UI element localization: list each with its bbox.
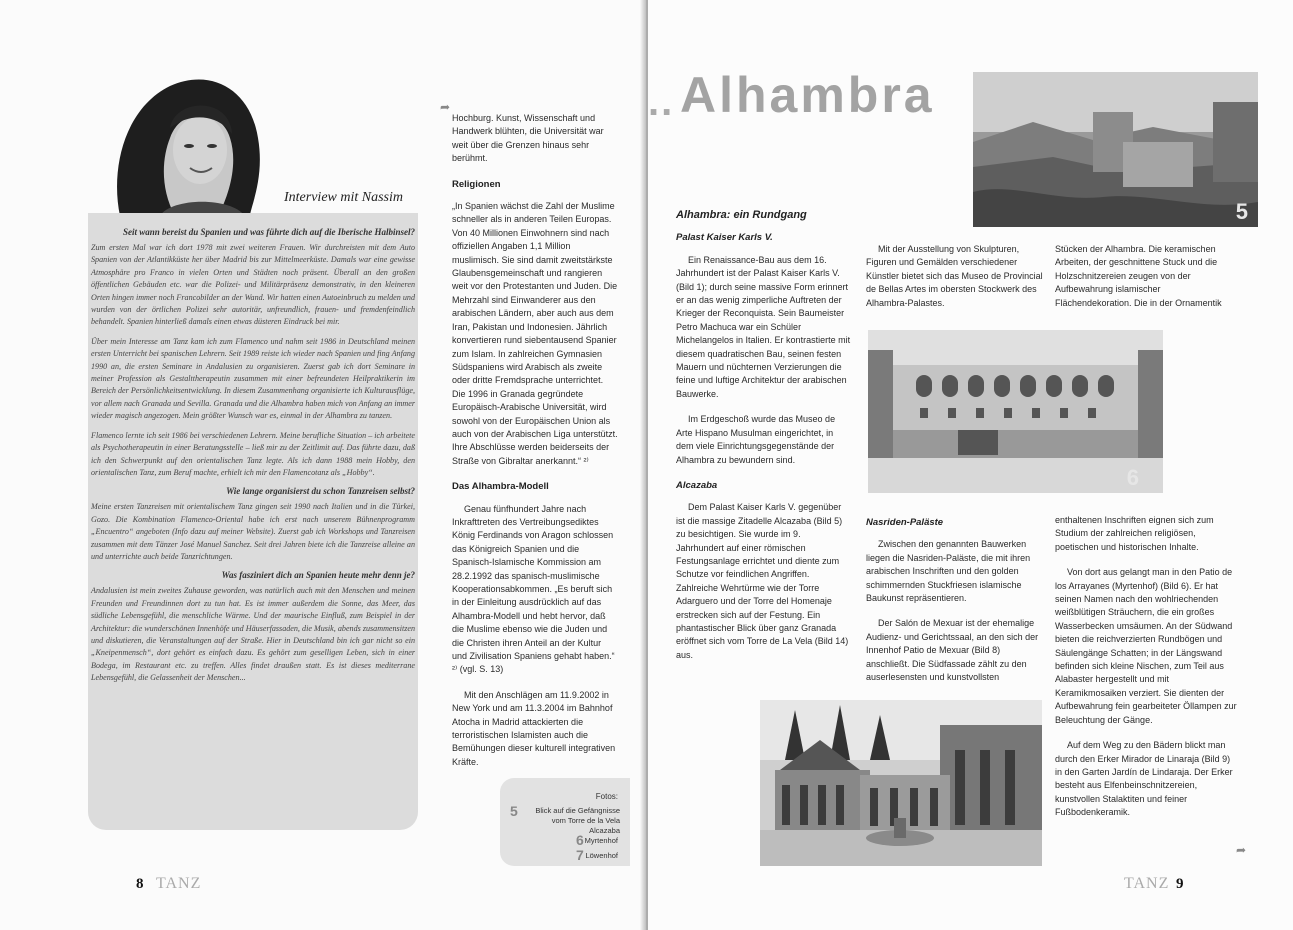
myrtenhof-photo [868,330,1163,493]
right-column-3-bottom [1055,514,1238,832]
text-mirador: Auf dem Weg zu den Bädern blickt man durch den Erker Mirador de Linaraja (Bild 9) in den Garten Jardín de Lindaraja. Der Erker besteht aus Elfenbeinschnitzereien, kunstvollen Stalaktiten und feiner Fußbodenkeramik. [1055,740,1233,818]
page-number-left: 8 [136,876,144,892]
interview-answer-3: Andalusien ist mein zweites Zuhause geworden, was natürlich auch mit den Menschen und meinen Freunden und Freundinnen dort zu tun hat. Es ist immer außerdem die Sonne, das Meer, das südliche Lebensgefühl, die menschliche Wärme. Und der maurische Einfluß, zum Beispiel in der Architektur: die wunderschönen Innenhöfe und Häuserfassaden, die Musik, abends zusammensitzen und diskutieren, die Veranstaltungen auf der Straße. Hier in Deutschland bin ich gar nicht so ein „Kneipenmensch“, dort gehört es einfach dazu. Es gehört zum geselligen Leben, sich in einer Bodega, im Restaurant etc. zu treffen. Alles findet draußen statt. Es ist dieses mediterrane Lebensgefühl, die Gelassenheit der Menschen... [91,586,415,683]
middle-text-1: Hochburg. Kunst, Wissenschaft und Handwerk blühten, die Universität war weit über die Grenzen hinaus sehr berühmt. [452,113,604,164]
right-column-2-bottom [866,512,1041,696]
caption-6-number: 6 [576,832,584,848]
text-museo: Im Erdgeschoß wurde das Museo de Arte Hispano Musulman eingerichtet, in dem viele Einrichtungsgegenstände der Alhambra zu bewundern sind. [676,414,836,465]
caption-5-text: Blick auf die Gefängnisse vom Torre de la Vela Alcazaba [535,806,620,835]
heading-alhambra-modell: Das Alhambra-Modell [452,481,549,493]
alcazaba-photo [973,72,1258,227]
caption-7-text: Löwenhof [585,851,618,860]
interview-question-3: Was fasziniert dich an Spanien heute mehr denn je? [221,570,415,581]
middle-text-religionen: „In Spanien wächst die Zahl der Muslime schneller als in anderen Teilen Europas. Von 40 Millionen Einwohnern sind nach offiziellen Angaben 1,1 Million muslimisch. Sie sind damit zweitstärkste Glaubensgemeinschaft und rangieren weit vor den Protestanten und Juden. Die Mehrzahl sind Einwanderer aus den arabischen Ländern, aber auch aus dem Iran, Pakistan und Indonesien. Jährlich konvertieren rund siebentausend Spanier zum Islam. In zahlreichen Gymnasien Südspaniens wird Arabisch als zweite oder dritte Fremdsprache unterrichtet. Die 1996 in Granada gegründete Europäisch-Arabische Universität, wird sowohl von der Europäischen Union als auch von der Arabischen Liga unterstützt. Ihre Abschlüsse werden beiderseits der Straße von Gibraltar anerkannt.“ ²⁾ [452,201,618,466]
heading-rundgang: Alhambra: ein Rundgang [676,209,807,221]
caption-6-text: Myrtenhof [584,836,618,845]
interview-box [88,213,418,830]
continuation-arrow-icon: ➦ [440,100,451,114]
photo-6-label: 6 [1126,465,1139,490]
middle-column [452,112,618,781]
interview-answer-1-paragraph-2: Über mein Interesse am Tanz kam ich zum Flamenco und nahm seit 1986 in Deutschland meinen ersten Unterricht bei spanischen Lehrern. Seit 1989 reiste ich wieder nach Spanien und fing Anfang 1990 an, die ersten Seminare in Andalusien zu organisieren. Zuerst gab ich dort Seminare in meiner Profession als Gestalttherapeutin zusammen mit einer befreundeten Heilpraktikerin im Bereich der Persönlichkeitsentwicklung. In diesem Zusammenhang organisierte ich Kulturausflüge, vor allem nach Granada und Sevilla. Granada und die Alhambra haben mich von Anfang an immer wieder magisch angezogen. Mein größter Wunsch war es, einmal in der Alhambra zu tanzen. [91,336,415,421]
magazine-logo-left: TANZ [156,875,202,892]
text-nasriden: Zwischen den genannten Bauwerken liegen die Nasriden-Paläste, die mit ihren arabischen Inschriften und den golden schimmernden Stuckfriesen islamische Baukunst repräsentieren. [866,539,1031,604]
interview-answer-1-paragraph-3: Flamenco lernte ich seit 1986 bei verschiedenen Lehrern. Meine berufliche Situation – ich arbeitete als Psychotherapeutin in einer Beratungsstelle – ließ mir zu der Zeitlimit auf. Das führte dazu, daß ich den Schwerpunkt auf den orientalischen Tanz legte. Als ich dann 1988 mein Hobby, den orientalischen Tanz, zum Beruf machte, erhielt ich mir den Flamencotanz als „Hobby“. [91,430,415,477]
caption-5-number: 5 [510,803,518,819]
portrait-photo [100,68,280,216]
loewenhof-photo [760,700,1042,866]
interview-question-1: Seit wann bereist du Spanien und was führte dich auf die Iberische Halbinsel? [122,227,415,237]
text-stuecken: Stücken der Alhambra. Die keramischen Arbeiten, der geschnittene Stuck und die Holzschnitzereien zeugen von der Aufbewahrung islamischer Flächendekoration. Die in der Ornamentik [1055,244,1222,308]
middle-text-anschlaege: Mit den Anschlägen am 11.9.2002 in New York und am 11.3.2004 im Bahnhof Atocha in Madrid attackierten die terroristischen Islamisten auch die Bemühungen dieser kulturell integrativen Kräfte. [452,689,616,767]
title-prefix: .. [648,80,675,124]
heading-nasriden: Nasriden-Paläste [866,517,944,528]
caption-7-number: 7 [576,847,584,863]
text-inschriften: enthaltenen Inschriften eignen sich zum Studium der zahlreichen religiösen, poetischen und historischen Inhalte. [1055,515,1214,552]
photo-5-label: 5 [1235,199,1248,224]
interview-answer-1-paragraph-1: Zum ersten Mal war ich dort 1978 mit zwei weiteren Frauen. Wir durchreisten mit dem Auto Spanien von der Atlantikküste her über Madrid bis zur Mittelmeerküste. Damals war eine gewisse Atmosphäre pro Franco in vielen Orten und Städten noch präsent. Überall an den großen öffentlichen Gebäuden etc. war die Polizei- und Militärpräsenz demonstrativ, in den kleineren Orten hingen immer noch Francobilder an der Wand. Wir hatten einen Autoeinbruch zu melden und wurden von der örtlichen Polizei sehr autoritär, unfreundlich, frauen- und fremdenfeindlich behandelt. Spanien hinterließ damals einen etwas düsteren Eindruck bei mir. [91,243,415,327]
text-myrtenhof: Von dort aus gelangt man in den Patio de los Arrayanes (Myrtenhof) (Bild 6). Er hat seinen Namen nach den wohlriechenden weißblütigen Sträuchern, die ein großes Wasserbecken umsäumen. An der Südwand bieten die reichverzierten Rundbögen und Säulengänge Schatten; in der Längswand befinden sich kleine Nischen, zum Teil aus Alabaster hergestellt und mit Keramikmosaiken verziert. Sie dienten der Aufbewahrung fein gearbeiteter Öllampen zur Beleuchtung der Gänge. [1055,567,1237,725]
fotos-label: Fotos: [595,792,618,801]
photo-captions-box [500,778,630,866]
heading-alcazaba: Alcazaba [676,479,718,491]
interview-title: Interview mit Nassim [284,190,403,205]
page-number-right: 9 [1176,876,1184,892]
left-page [0,0,645,930]
text-salon: Der Salón de Mexuar ist der ehemalige Audienz- und Gerichtssaal, an den sich der Innenhof Patio de Mexuar (Bild 8) anschließt. Die Südfassade zählt zu den auserlesensten und kunstvollsten [866,618,1039,683]
interview-answer-2: Meine ersten Tanzreisen mit orientalischem Tanz gingen seit 1990 nach Italien und in die Türkei, Gozo. Die Kombination Flamenco-Oriental habe ich erst nach unserem Bühnenprogramm „Encuentro“ angeboten (Info dazu auf meiner Website). Zuerst gab ich Workshops und Tanzreisen zusammen mit dem Tänzer José Manuel Sanchez. Seit drei Jahren biete ich die Tanzreise alleine an und unterrichte auch beide Tanzrichtungen. [91,502,415,561]
interview-question-2: Wie lange organisierst du schon Tanzreisen selbst? [226,486,415,497]
continuation-arrow-right-icon: ➦ [1236,843,1247,857]
right-column-2-top [866,243,1043,322]
text-ausstellung: Mit der Ausstellung von Skulpturen, Figuren und Gemälden verschiedener Künstler bietet sich das Museo de Provincial de Bellas Artes im obersten Stockwerk des Alhambra-Palastes. [866,244,1043,308]
heading-religionen: Religionen [452,178,501,190]
right-column-3-top [1055,243,1235,322]
right-page [648,0,1293,930]
text-alcazaba: Dem Palast Kaiser Karls V. gegenüber ist die massige Zitadelle Alcazaba (Bild 5) zu besichtigen. Sie wurde im 9. Jahrhundert auf einer römischen Festungsanlage errichtet und diente zum Schutze vor feindlichen Angriffen. Zahlreiche Wehrtürme wie der Torre Adarguero und der Torre del Homenaje erstrecken sich auf der Festung. Ein phantastischer Blick über ganz Granada eröffnet sich vom Torre de La Vela (Bild 14) aus. [676,502,849,660]
middle-text-modell: Genau fünfhundert Jahre nach Inkrafttreten des Vertreibungsediktes König Ferdinands von Aragon schlossen das Königreich Spanien und die Spanisch-Islamische Kommission am 28.2.1992 das spanisch-muslimische Kooperationsabkommen. „Es beruft sich in der Einleitung ausdrücklich auf das Alhambra-Modell und hebt hervor, daß die Muslime ebenso wie die Juden und die Christen ihren Anteil an der Kultur und Zivilisation Spaniens gehabt haben.“ ²⁾ (vgl. S. 13) [452,503,615,675]
magazine-logo-right: TANZ [1124,875,1170,892]
right-column-1 [676,205,851,674]
page-title: Alhambra [680,67,935,123]
text-palast: Ein Renaissance-Bau aus dem 16. Jahrhundert ist der Palast Kaiser Karls V. (Bild 1); durch seine massive Form erinnert er an das wenig zimperliche Auftreten der Krieger der Reconquista. Sein Baumeister Petro Machuca war ein Schüler Michelangelos in Italien. Er kontrastierte mit diesem quadratischen Bau, seinen festen Mauern und nüchternen Verzierungen die feine und luftige Architektur der arabischen Bauwerke. [676,254,851,399]
heading-palast: Palast Kaiser Karls V. [676,232,773,244]
